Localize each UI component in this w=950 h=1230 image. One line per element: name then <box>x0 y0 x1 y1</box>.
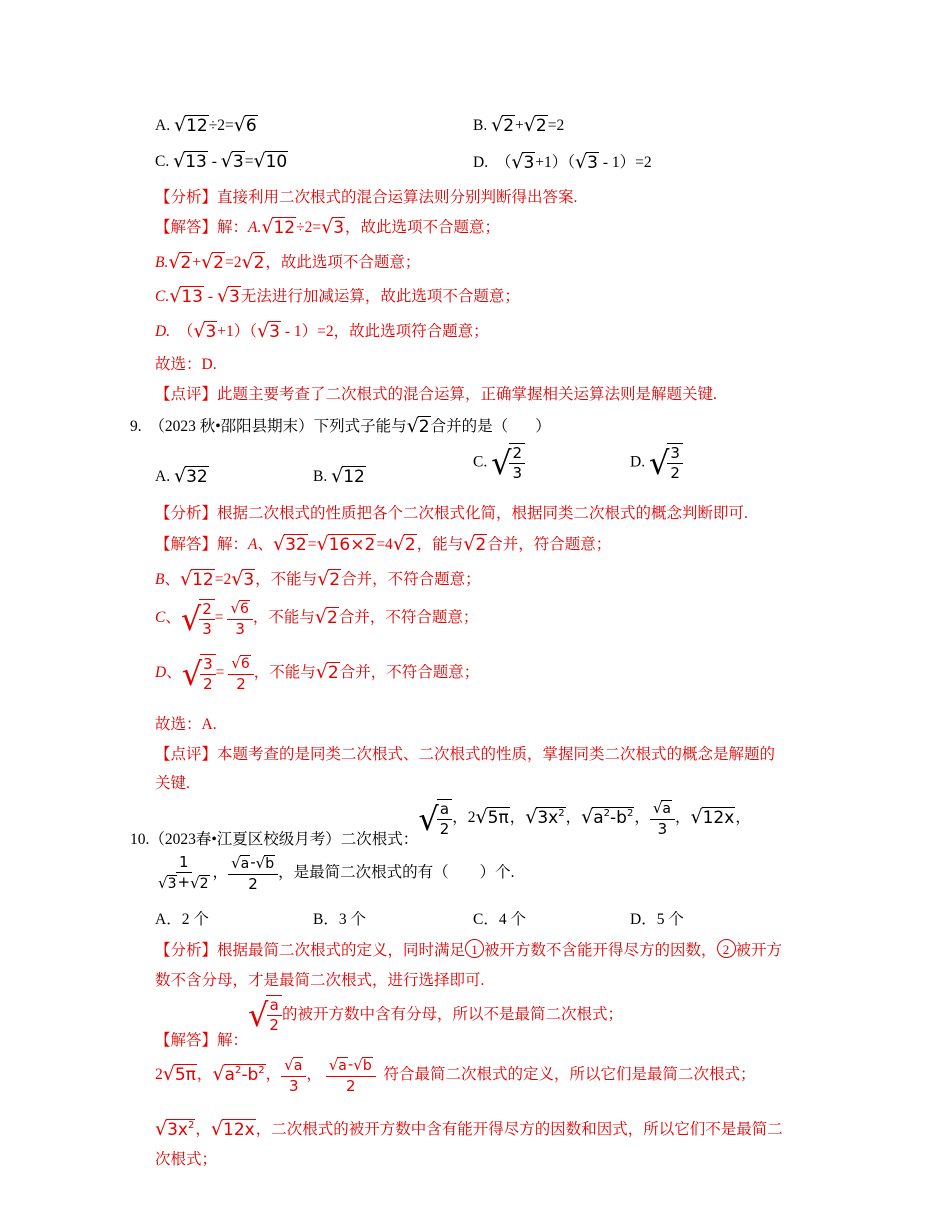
q9-solution-d: D、 √ $\frac{3}{2}$ = $\frac{√6}{2}$ ，不能与√2合并，不符合题意； <box>155 654 480 693</box>
q10-analysis-line2: 数不含分母，才是最简二次根式，进行选择即可. <box>155 972 485 989</box>
q9-analysis: 【分析】根据二次根式的性质把各个二次根式化简，根据同类二次根式的概念判断即可. <box>155 505 748 522</box>
q10-solution-line3: $√3x^2$，√12x，二次根式的被开方数中含有能开得尽方的因数和因式，所以它们不是最简二 <box>155 1118 783 1140</box>
q9-option-b: B. √12 <box>313 465 365 487</box>
q10-option-b: B．3 个 <box>313 911 366 928</box>
q9-stem: 9. （2023 秋•邵阳县期末）下列式子能与√2合并的是（ ） <box>130 415 551 437</box>
q8-solution-a: 【解答】解：A.√12÷2=√3，故此选项不合题意； <box>155 216 501 238</box>
q10-option-c: C．4 个 <box>473 911 526 928</box>
q8-option-d: D. （√3+1）（√3 - 1）=2 <box>473 151 652 173</box>
q10-option-a: A．2 个 <box>155 911 209 928</box>
q10-stem-line2: $\frac{1}{√3+√2}$ ， $\frac{√a-√b}{2}$ ，是最简二次根式的有（ ）个. <box>158 853 515 893</box>
q9-solution-b: B、√12=2√3，不能与√2合并，不符合题意； <box>155 568 481 590</box>
q10-analysis-line1: 【分析】根据最简二次根式的定义，同时满足 1 被开方数不含能开得尽方的因数， 2 被开方 <box>155 938 782 960</box>
q8-comment: 【点评】此题主要考查了二次根式的混合运算，正确掌握相关运算法则是解题关键. <box>155 386 717 403</box>
q10-solution-line1: 【解答】解： √ $\frac{a}{2}$ 的被开方数中含有分母，所以不是最简二次根式； <box>155 996 623 1049</box>
q8-solution-d: D. （√3+1）（√3 - 1）=2，故此选项符合题意； <box>155 320 489 342</box>
q8-option-a: A. √12÷2=√6 <box>155 114 257 136</box>
q9-solution-c: C、 √ $\frac{2}{3}$ = $\frac{√6}{3}$ ，不能与√2合并，不符合题意； <box>155 599 479 638</box>
q10-stem-line1: 10.（2023春•江夏区校级月考）二次根式： √ $\frac{a}{2}$ ，2√5π，$√3x^2$，$√a^2-b^2$， $\frac{√a}{3}$ ，√12x， <box>130 799 751 849</box>
q10-solution-line4: 次根式； <box>155 1151 218 1168</box>
q8-choice: 故选：D. <box>155 356 217 373</box>
q9-solution-a: 【解答】解：A、√32=√16×2=4√2，能与√2合并，符合题意； <box>155 533 612 555</box>
q8-analysis: 【分析】直接利用二次根式的混合运算法则分别判断得出答案. <box>155 189 578 206</box>
q8-solution-b: B.√2+√2=2√2，故此选项不合题意； <box>155 251 421 273</box>
q8-option-b: B. √2+√2=2 <box>473 114 565 136</box>
q9-comment-line2: 关键. <box>155 775 190 792</box>
q9-option-c: C. √ $\frac{2}{3}$ <box>473 443 525 483</box>
q8-solution-c: C.√13 - √3无法进行加减运算，故此选项不合题意； <box>155 285 520 307</box>
q8-option-c: C. √13 - √3=√10 <box>155 150 288 172</box>
q9-choice: 故选：A. <box>155 716 217 733</box>
q9-comment-line1: 【点评】本题考查的是同类二次根式、二次根式的性质，掌握同类二次根式的概念是解题的 <box>155 746 776 763</box>
q9-option-d: D. √ $\frac{3}{2}$ <box>630 443 683 483</box>
q10-option-d: D．5 个 <box>630 911 684 928</box>
q10-solution-line2: 2√5π，$√a^2-b^2$， $\frac{√a}{3}$ ， $\frac{√a-√b}{2}$ 符合最简二次根式的定义，所以它们是最简二次根式； <box>155 1055 756 1095</box>
q9-option-a: A. √32 <box>155 465 208 487</box>
